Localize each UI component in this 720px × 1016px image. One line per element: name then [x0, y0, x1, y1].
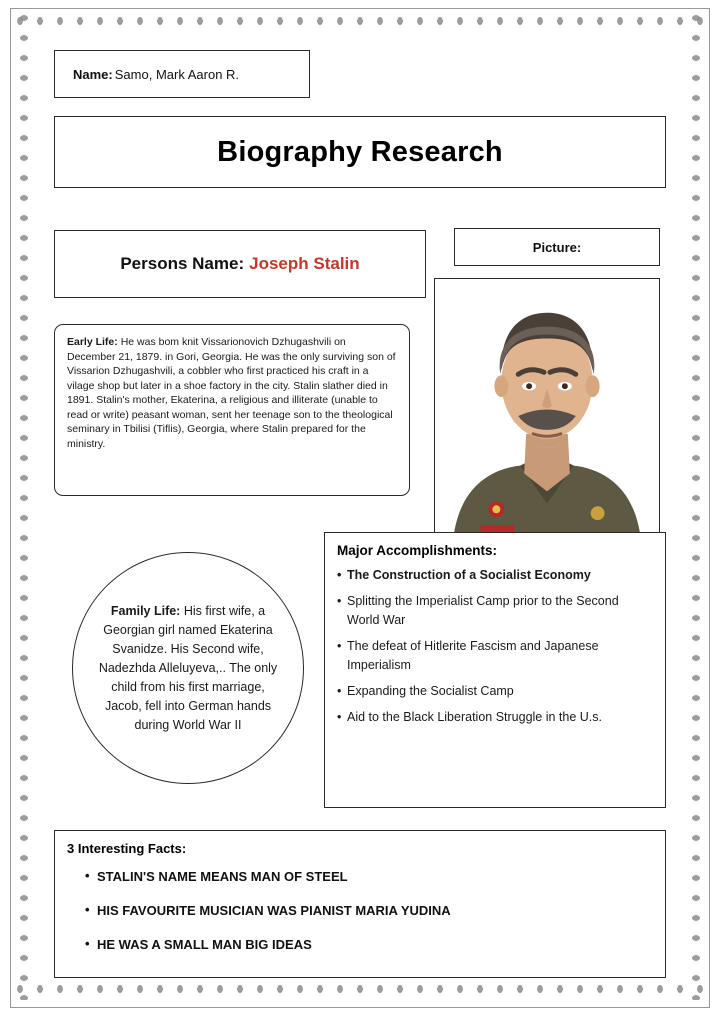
bullet-icon: •	[85, 902, 90, 917]
family-life-circle[interactable]	[72, 552, 304, 784]
portrait-image	[435, 279, 659, 545]
person-name-value: Joseph Stalin	[249, 254, 360, 273]
bullet-icon: •	[85, 936, 90, 951]
major-accomplishments-box[interactable]	[324, 532, 666, 808]
student-name-field[interactable]	[54, 50, 310, 98]
bullet-icon: •	[337, 594, 342, 608]
fact-text: HIS FAVOURITE MUSICIAN WAS PIANIST MARIA YUDINA	[97, 903, 451, 918]
person-name-separator: :	[238, 254, 245, 273]
family-life-label: Family Life:	[110, 603, 181, 618]
picture-label-box	[454, 228, 660, 266]
list-item	[337, 682, 653, 701]
fact-text: STALIN'S NAME MEANS MAN OF STEEL	[97, 869, 348, 884]
bullet-icon: •	[337, 568, 342, 582]
early-life-label: Early Life:	[67, 336, 118, 348]
family-life-text	[93, 602, 283, 735]
accomplishment-text: Aid to the Black Liberation Struggle in the U.s.	[347, 710, 603, 724]
list-item	[85, 868, 653, 886]
list-item	[337, 637, 653, 675]
early-life-body: He was bom knit Vissarionovich Dzhugashvili on December 21, 1879. in Gori, Georgia. He was the only surviving son of Vissarion Dzhugashvili, a cobbler who first practiced his craft in a vilage shop but later in a shoe factory in the city. Stalin slather died in 1891. Stalin's mother, Ekaterina, a religious and illiterate (unable to read or write) peasant woman, sent her teenage son to the theological seminary in Tbilisi (Tiflis), Georgia, where Stalin prepared for the ministry.	[67, 336, 396, 450]
accomplishment-text: The defeat of Hitlerite Fascism and Japanese Imperialism	[347, 639, 599, 672]
interesting-facts-title: 3 Interesting Facts:	[67, 841, 187, 856]
list-item	[85, 936, 653, 954]
student-name-label: Name	[73, 66, 109, 82]
family-life-body: His first wife, a Georgian girl named Ekaterina Svanidze. His Second wife, Nadezhda Alleluyeva,.. The only child from his first marriage, Jacob, fell into German hands during World War II	[98, 603, 278, 732]
student-name-separator: :	[108, 66, 113, 82]
bullet-icon: •	[337, 639, 342, 653]
worksheet-title-box	[54, 116, 666, 188]
early-life-text	[67, 335, 397, 451]
accomplishment-text: Splitting the Imperialist Camp prior to the Second World War	[347, 594, 619, 627]
fact-text: HE WAS A SMALL MAN BIG IDEAS	[97, 937, 312, 952]
major-accomplishments-title: Major Accomplishments:	[337, 543, 498, 558]
accomplishment-text: The Construction of a Socialist Economy	[347, 568, 591, 582]
bullet-icon: •	[337, 710, 342, 724]
bullet-icon: •	[337, 684, 342, 698]
interesting-facts-box[interactable]	[54, 830, 666, 978]
bullet-icon: •	[85, 868, 90, 883]
person-name-label: Persons Name	[120, 254, 239, 273]
page-title: Biography Research	[217, 135, 503, 168]
list-item	[337, 708, 653, 727]
worksheet-content	[36, 34, 684, 978]
person-name-field[interactable]	[54, 230, 426, 298]
list-item	[337, 592, 653, 630]
accomplishment-text: Expanding the Socialist Camp	[347, 684, 514, 698]
interesting-facts-list	[67, 868, 653, 954]
picture-frame[interactable]	[434, 278, 660, 546]
list-item	[337, 566, 653, 585]
student-name-value: Samo, Mark Aaron R.	[114, 66, 240, 82]
list-item	[85, 902, 653, 920]
major-accomplishments-list	[337, 566, 653, 727]
picture-label: Picture:	[532, 239, 582, 255]
early-life-box[interactable]	[54, 324, 410, 496]
